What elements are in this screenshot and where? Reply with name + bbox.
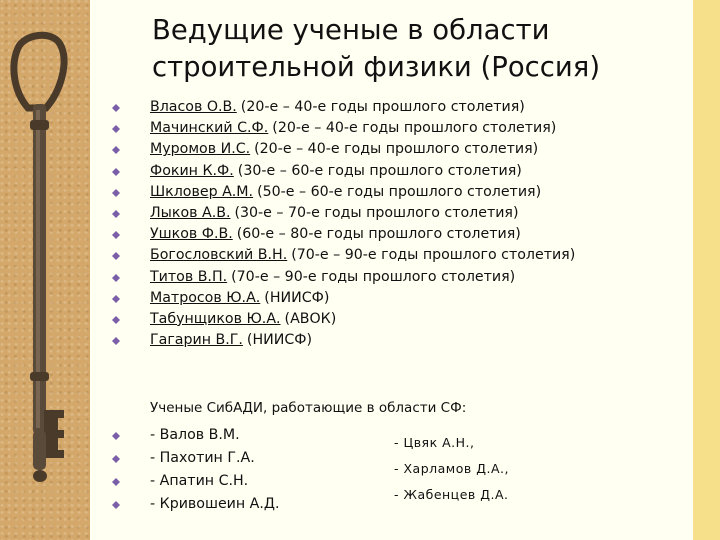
sibadi-staff-name: - Пахотин Г.А. xyxy=(150,450,255,466)
scientist-name: Лыков А.В. xyxy=(150,204,231,221)
scientist-name: Муромов И.С. xyxy=(150,141,251,158)
scientist-name: Фокин К.Ф. xyxy=(150,162,234,179)
scientist-period: (АВОК) xyxy=(284,310,337,327)
scientist-period: (60-е – 80-е годы прошлого столетия) xyxy=(236,226,521,243)
scientist-item xyxy=(90,118,690,139)
scientist-period: (30-е – 60-е годы прошлого столетия) xyxy=(237,162,522,179)
diamond-bullet-icon xyxy=(112,210,120,218)
scientist-name: Табунщиков Ю.А. xyxy=(150,310,281,327)
sibadi-staff-name: - Жабенцев Д.А. xyxy=(394,487,509,502)
diamond-bullet-icon xyxy=(112,478,120,486)
sibadi-staff-name: - Валов В.М. xyxy=(150,427,240,443)
scientist-period: (НИИСФ) xyxy=(246,332,313,349)
scientist-period: (70-е – 90-е годы прошлого столетия) xyxy=(291,247,576,264)
scientist-period: (НИИСФ) xyxy=(264,289,330,306)
scientist-text xyxy=(150,224,521,245)
title-line-1: Ведущие ученые в области xyxy=(152,14,550,46)
sibadi-staff-name: - Апатин С.Н. xyxy=(150,473,249,489)
sibadi-staff-name: - Кривошеин А.Д. xyxy=(150,496,280,512)
diamond-bullet-icon xyxy=(112,274,120,282)
diamond-bullet-icon xyxy=(112,337,120,345)
scientist-name: Матросов Ю.А. xyxy=(150,289,261,306)
diamond-bullet-icon xyxy=(112,146,120,154)
scientist-text xyxy=(150,288,329,309)
scientist-item xyxy=(90,182,690,203)
scientist-name: Титов В.П. xyxy=(150,268,228,285)
scientist-name: Власов О.В. xyxy=(150,99,237,115)
scientist-period: (20-е – 40-е годы прошлого столетия) xyxy=(240,99,525,115)
scientist-text xyxy=(150,267,515,288)
scientist-item xyxy=(90,139,690,160)
diamond-bullet-icon xyxy=(112,168,120,176)
sibadi-staff-name: - Харламов Д.А., xyxy=(394,461,509,476)
scientist-period: (50-е – 60-е годы прошлого столетия) xyxy=(257,183,542,200)
scientist-item xyxy=(90,245,690,266)
slide-content xyxy=(90,0,693,540)
diamond-bullet-icon xyxy=(112,104,120,112)
scientist-name: Богословский В.Н. xyxy=(150,247,288,264)
scientist-text xyxy=(150,330,312,351)
slide-title xyxy=(152,12,672,86)
scientist-text xyxy=(150,309,336,330)
scientist-text xyxy=(150,245,575,266)
diamond-bullet-icon xyxy=(112,295,120,303)
scientist-text xyxy=(150,97,525,118)
scientist-item xyxy=(90,203,690,224)
scientist-text xyxy=(150,203,519,224)
scientist-item xyxy=(90,288,690,309)
scientist-period: (70-е – 90-е годы прошлого столетия) xyxy=(231,268,516,285)
scientist-period: (30-е – 70-е годы прошлого столетия) xyxy=(234,204,519,221)
scientist-name: Гагарин В.Г. xyxy=(150,332,243,349)
scientist-period: (20-е – 40-е годы прошлого столетия) xyxy=(254,141,539,158)
right-decorative-strip xyxy=(693,0,720,540)
scientists-list xyxy=(90,97,690,351)
scientist-item xyxy=(90,97,690,118)
scientist-text xyxy=(150,182,541,203)
sibadi-staff-name: - Цвяк А.Н., xyxy=(394,435,475,450)
sibadi-heading: Ученые СибАДИ, работающие в области СФ: xyxy=(150,400,467,416)
scientist-name: Шкловер А.М. xyxy=(150,183,254,200)
diamond-bullet-icon xyxy=(112,231,120,239)
scientist-period: (20-е – 40-е годы прошлого столетия) xyxy=(272,120,557,137)
scientist-item xyxy=(90,161,690,182)
diamond-bullet-icon xyxy=(112,252,120,260)
scientist-name: Ушков Ф.В. xyxy=(150,226,233,243)
scientist-item xyxy=(90,330,690,351)
left-decorative-panel xyxy=(0,0,90,540)
diamond-bullet-icon xyxy=(112,432,120,440)
diamond-bullet-icon xyxy=(112,125,120,133)
scientist-item xyxy=(90,224,690,245)
scientist-name: Мачинский С.Ф. xyxy=(150,120,269,137)
sibadi-staff-list-second-column xyxy=(394,431,684,509)
scientist-text xyxy=(150,139,538,160)
diamond-bullet-icon xyxy=(112,501,120,509)
diamond-bullet-icon xyxy=(112,189,120,197)
scientist-text xyxy=(150,161,522,182)
title-line-2: строительной физики (Россия) xyxy=(152,51,601,83)
scientist-item xyxy=(90,309,690,330)
scientist-item xyxy=(90,267,690,288)
scientist-text xyxy=(150,118,556,139)
diamond-bullet-icon xyxy=(112,316,120,324)
diamond-bullet-icon xyxy=(112,455,120,463)
key-image xyxy=(0,0,90,540)
